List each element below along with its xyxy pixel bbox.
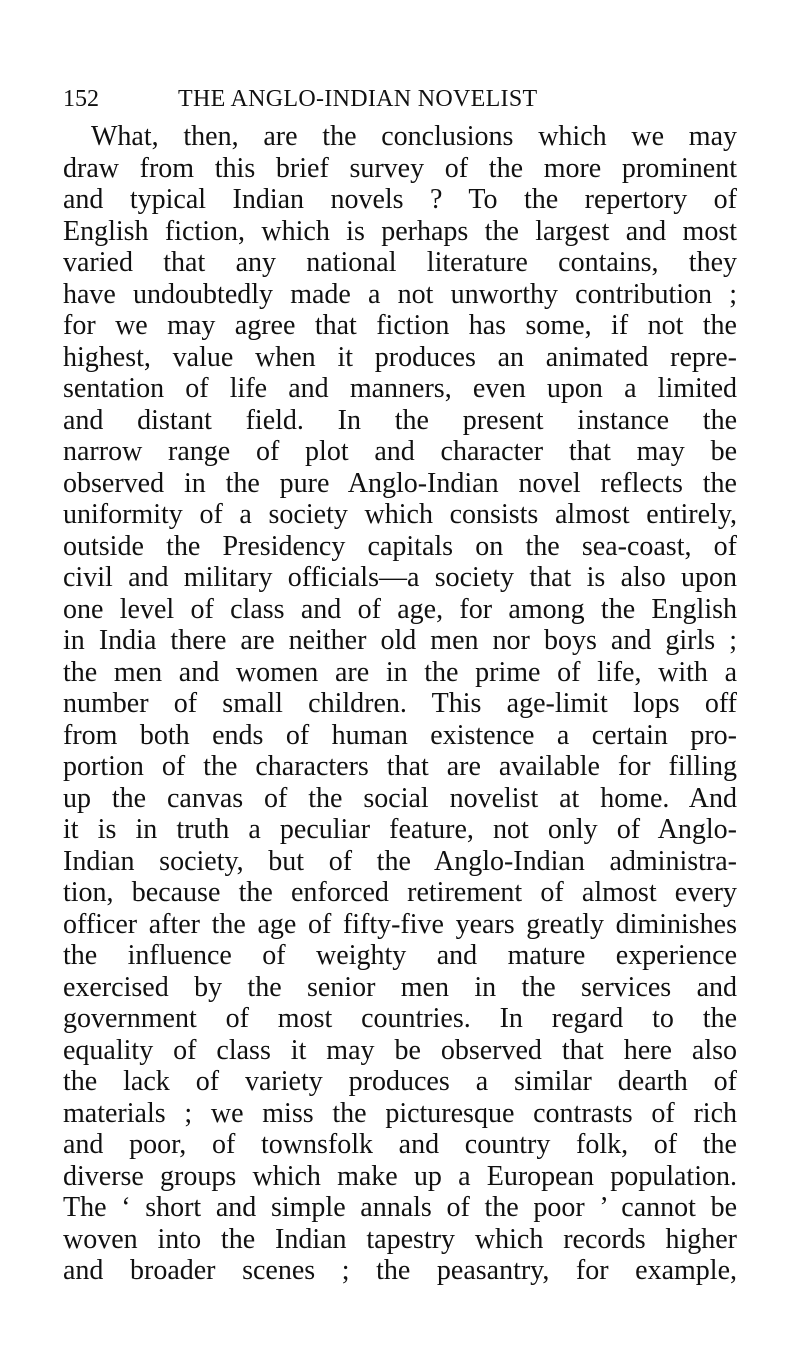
text-line: outside the Presidency capitals on the sea-coast, of (63, 530, 737, 562)
text-line: in India there are neither old men nor boys and girls ; (63, 625, 737, 656)
text-line: number of small children. This age-limit lops off (63, 688, 737, 719)
text-line: the influence of weighty and mature experience (63, 940, 737, 971)
text-line: government of most countries. In regard to the (63, 1003, 737, 1034)
text-line: one level of class and of age, for among the English (63, 593, 737, 625)
text-line: What, then, are the conclusions which we may (91, 121, 737, 152)
text-line: portion of the characters that are available for filling (63, 751, 737, 782)
text-line: exercised by the senior men in the services and (63, 971, 737, 1003)
text-line: diverse groups which make up a European population. (63, 1160, 737, 1192)
text-line: narrow range of plot and character that may be (63, 436, 737, 467)
running-title: THE ANGLO-INDIAN NOVELIST (178, 86, 538, 112)
text-line: highest, value when it produces an animated repre- (63, 341, 737, 373)
text-line: up the canvas of the social novelist at home. And (63, 782, 737, 814)
text-line: and poor, of townsfolk and country folk, of the (63, 1129, 737, 1160)
text-line: equality of class it may be observed that here also (63, 1034, 737, 1066)
text-line: sentation of life and manners, even upon a limited (63, 373, 737, 404)
text-line: it is in truth a peculiar feature, not only of Anglo- (63, 814, 737, 845)
text-line: civil and military officials—a society that is also upon (63, 562, 737, 593)
text-line: draw from this brief survey of the more prominent (63, 152, 737, 184)
page-number: 152 (63, 86, 99, 112)
text-line: the men and women are in the prime of life, with a (63, 656, 737, 688)
text-line: uniformity of a society which consists almost entirely, (63, 499, 737, 530)
text-line: English fiction, which is perhaps the largest and most (63, 215, 737, 247)
text-line: have undoubtedly made a not unworthy contribution ; (63, 278, 737, 310)
text-line: tion, because the enforced retirement of almost every (63, 877, 737, 908)
text-line: materials ; we miss the picturesque contrasts of rich (63, 1097, 737, 1129)
text-line: officer after the age of fifty-five years greatly diminishes (63, 908, 737, 940)
text-line: Indian society, but of the Anglo-Indian administra- (63, 845, 737, 877)
text-line: for we may agree that fiction has some, if not the (63, 310, 737, 341)
text-line: the lack of variety produces a similar dearth of (63, 1066, 737, 1097)
text-line: varied that any national literature contains, they (63, 247, 737, 278)
text-line: and broader scenes ; the peasantry, for example, (63, 1255, 737, 1286)
running-header (63, 86, 743, 112)
text-line: woven into the Indian tapestry which records higher (63, 1223, 737, 1255)
text-line: and distant field. In the present instance the (63, 404, 737, 436)
text-line: from both ends of human existence a certain pro- (63, 719, 737, 751)
body-text (63, 121, 737, 1287)
text-line: observed in the pure Anglo-Indian novel reflects the (63, 467, 737, 499)
text-line: and typical Indian novels ? To the repertory of (63, 184, 737, 215)
text-line: The ‘ short and simple annals of the poor ’ cannot be (63, 1192, 737, 1223)
